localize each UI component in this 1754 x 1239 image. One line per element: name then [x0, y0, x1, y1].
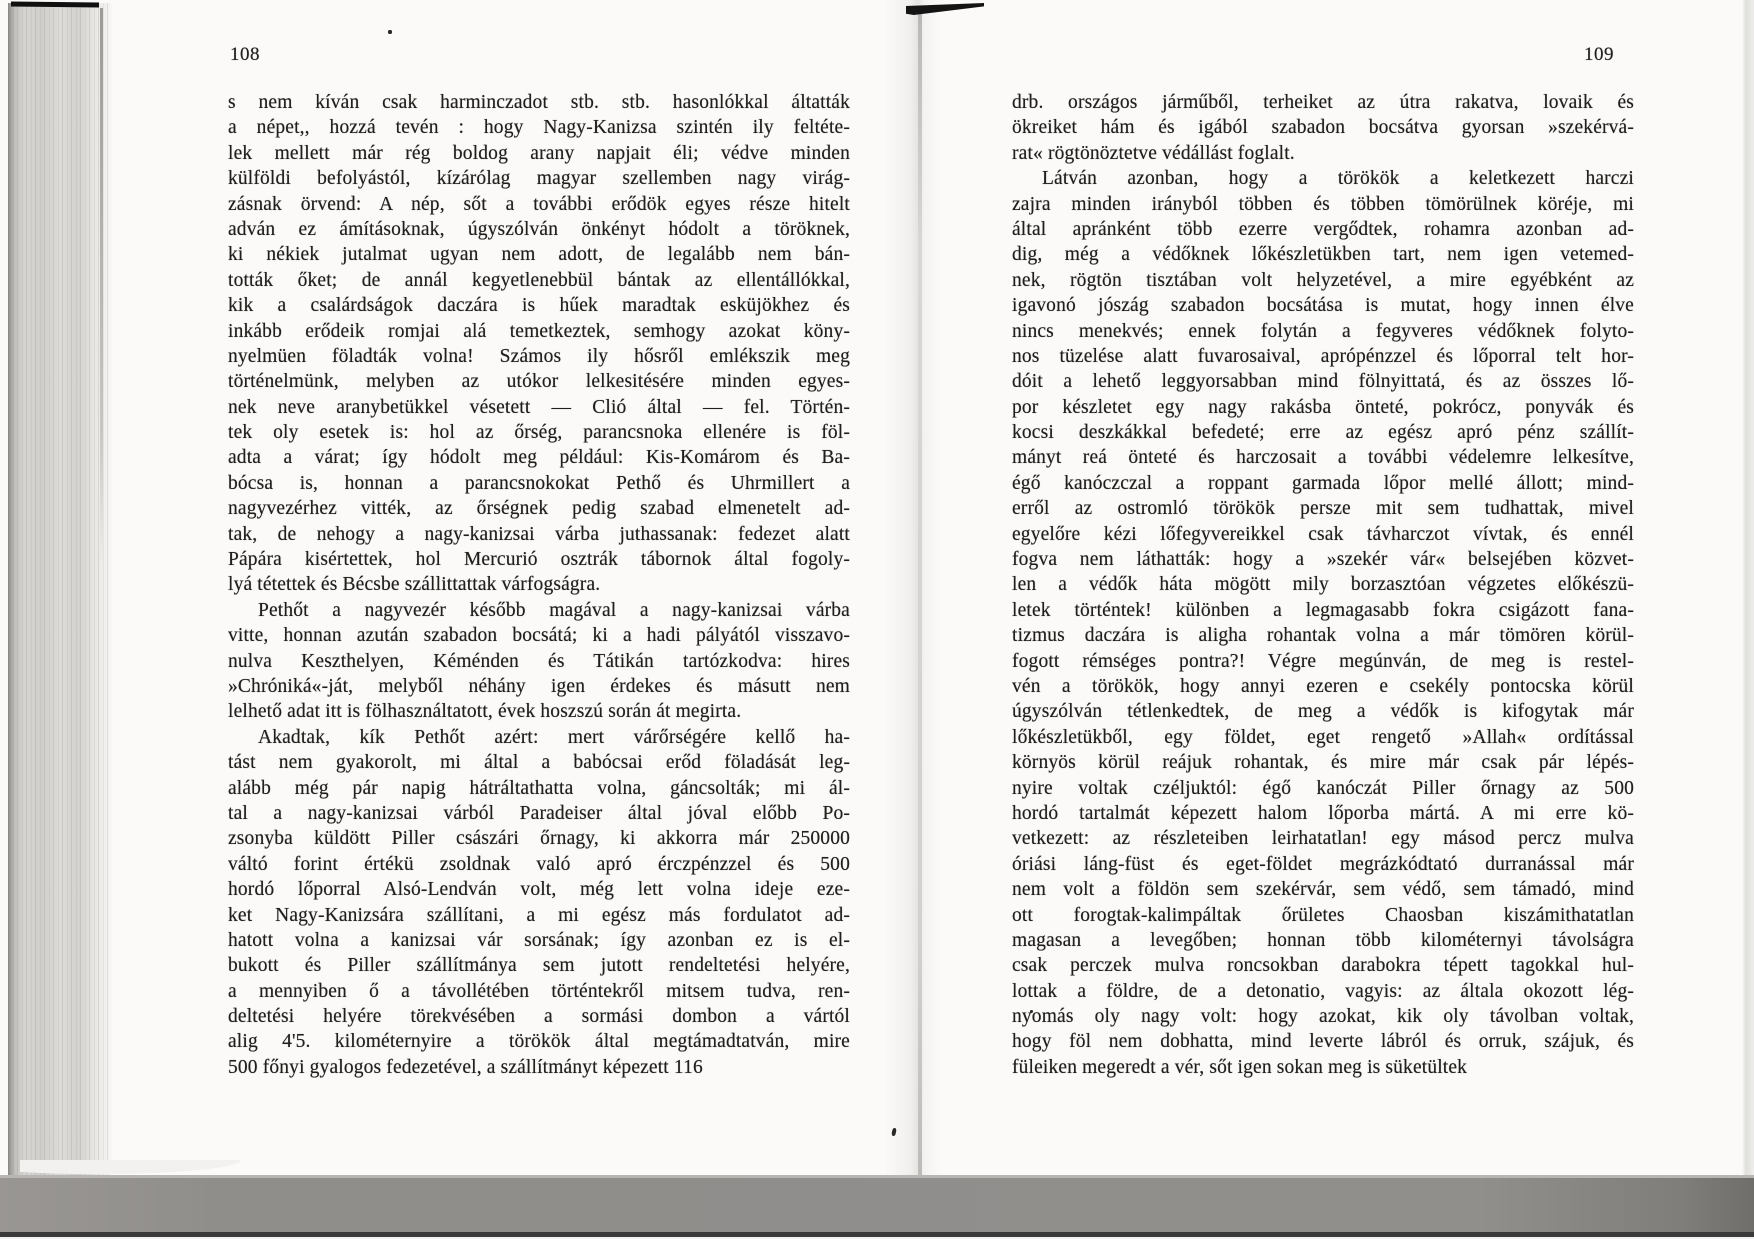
text-line: tizmus daczára is aligha rohantak volna a már tömören körül- [1012, 625, 1634, 647]
right-page-edge [1742, 0, 1754, 1176]
text-line: nek, rögtön tisztában volt helyzetével, a mire egyébként az [1012, 269, 1634, 291]
text-line: vetkezett: az részleteiben leirhatatlan! egy másod percz mulva [1012, 828, 1634, 850]
text-line: történelmünk, melyben az utókor lelkesitésére minden egyes- [228, 371, 850, 393]
text-line: nem volt a földön sem szekérvár, sem védő, sem támadó, mind [1012, 879, 1634, 901]
text-line: Pethőt a nagyvezér később magával a nagy-kanizsai várba [258, 599, 850, 621]
text-line: igavonó jószág szabadon bocsátása is mutat, hogy innen élve [1012, 295, 1634, 317]
text-line: zásnak örvend: A nép, sőt a további erődök egyes része hitelt [228, 193, 850, 215]
right-page-text [1012, 90, 1634, 1080]
text-line: dóit a lehető leggyorsabban mind fölnyittatá, és az összes lő- [1012, 371, 1634, 393]
text-line: bócsa is, honnan a parancsnokokat Pethő és Uhrmillert a [228, 472, 850, 494]
text-line: s nem kíván csak harminczadot stb. stb. hasonlókkal áltatták [228, 92, 850, 113]
text-line: magasan a levegőben; honnan több kilométernyi távolságra [1012, 929, 1634, 951]
text-line: egyelőre kézi lőfegyvereikkel csak távharczot vívtak, és ennél [1012, 523, 1634, 545]
text-line: nos tüzelése alatt fuvarosaival, aprópénzzel és lőporral telt hor- [1012, 345, 1634, 367]
text-line: kocsi deszkákkal befedeté; erre az egész apró pénz szállít- [1012, 422, 1634, 444]
text-line: óriási láng-füst és eget-földet megrázkódtató durranással már [1012, 853, 1634, 875]
text-line: csak perczek mulva roncsokban darabokra tépett tagokkal hul- [1012, 955, 1634, 977]
text-line: nyomás oly nagy volt: hogy azokat, kik oly távolban voltak, [1012, 1006, 1634, 1028]
text-line: Pápára kisértettek, hol Mercurió osztrák tábornok által fogoly- [228, 549, 850, 571]
text-line: zsonyba küldött Piller császári őrnagy, ki akkorra már 250000 [228, 828, 850, 850]
text-line: égő kanóczczal a roppant garmada lőpor mellé állott; mind- [1012, 472, 1634, 494]
text-line: nincs menekvés; ennek folytán a fegyveres védőknek folyto- [1012, 320, 1634, 342]
text-line: bukott és Piller szállítmánya sem jutott rendeltetési helyére, [228, 955, 850, 977]
text-line: mányt reá önteté és harczosait a további védelemre lelkesítve, [1012, 447, 1634, 469]
text-line: Akadtak, kík Pethőt azért: mert várőrségére kellő ha- [258, 726, 850, 748]
text-line: adta a várat; így hódolt meg például: Kis-Komárom és Ba- [228, 447, 850, 469]
text-line: ki nékiek jutalmat ugyan nem adott, de legalább nem bán- [228, 244, 850, 266]
text-line: nyelmüen föladták volna! Számos ily hősről emlékszik meg [228, 345, 850, 367]
text-line: kik a csalárdságok daczára is hűek maradtak esküjökhez és [228, 295, 850, 317]
text-line: dig, még a védőknek lőkészletükben tart, nem igen vetemed- [1012, 244, 1634, 266]
text-line: vitte, honnan azután szabadon bocsátá; ki a hadi pályától visszavo- [228, 625, 850, 647]
text-line: Látván azonban, hogy a törökök a keletkezett harczi [1042, 168, 1634, 190]
text-line: »Chróniká«-ját, melyből néhány igen érdekes és másutt nem [228, 675, 850, 697]
text-line: zajra minden irányból többen és többen tömörülnek köréje, mi [1012, 193, 1634, 215]
text-line: tást nem gyakorolt, mi által a babócsai erőd föladását leg- [228, 752, 850, 774]
left-page-edges [8, 3, 112, 1177]
text-line: nek neve aranybetükkel vésetett — Clió által — fel. Történ- [228, 396, 850, 418]
text-line: len a védők háta mögött mily borzasztóan végzetes előkészü- [1012, 574, 1634, 596]
text-line: váltó forint értékü zsoldnak való apró érczpénzzel és 500 [228, 853, 850, 875]
text-line: adván ez ámításoknak, úgyszólván önkényt hódolt a töröknek, [228, 218, 850, 240]
text-line: hatott volna a kanizsai vár sorsának; így azonban ez is el- [228, 929, 850, 951]
text-line: tal a nagy-kanizsai várból Paradeiser által jóval előbb Po- [228, 802, 850, 824]
text-line: ott forogtak-kalimpáltak őrületes Chaosban kiszámithatatlan [1012, 904, 1634, 926]
text-line: nulva Keszthelyen, Kéménden és Tátikán tartózkodva: hires [228, 650, 850, 672]
book-top-edge [11, 2, 99, 8]
text-line: lőkészletükből, egy földet, eget rengető »Allah« ordítással [1012, 726, 1634, 748]
text-line: fogva nem láthatták: hogy a »szekér vár« belsejében közvet- [1012, 549, 1634, 571]
text-line: környös körül reájuk rohantak, és mire már csak pár lépés- [1012, 752, 1634, 774]
text-line: lelhető adat itt is fölhasználtatott, évek hoszszú során át megirta. [228, 701, 742, 723]
left-page-edges-crease [100, 8, 103, 568]
text-line: hordó tartalmát képezett halom lőporba mártá. A mi erre kö- [1012, 802, 1634, 824]
text-line: 500 főnyi gyalogos fedezetével, a szállítmányt képezett 116 [228, 1056, 703, 1078]
left-page-text [228, 90, 850, 1080]
text-line: ket Nagy-Kanizsára szállítani, a mi egész más fordulatot ad- [228, 904, 850, 926]
text-line: nagyvezérhez vitték, az őrségnek pedig szabad elmenetelt ad- [228, 498, 850, 520]
text-line: por készletet egy nagy rakásba önteté, pokrócz, ponyvák és [1012, 396, 1634, 418]
text-line: füleiken megeredt a vér, sőt igen sokan meg is süketültek [1012, 1056, 1468, 1078]
text-line: letek történtek! különben a legmagasabb fokra csigázott fana- [1012, 599, 1634, 621]
scan-speck [388, 30, 392, 34]
text-line: alig 4'5. kilométernyire a törökök által megtámadtatván, mire [228, 1031, 850, 1053]
page-number-left: 108 [230, 44, 260, 65]
text-line: a népet,, hozzá tevén : hogy Nagy-Kanizsa szintén ily feltéte- [228, 117, 850, 139]
text-line: lottak a földre, de a detonatio, vagyis: az általa okozott lég- [1012, 980, 1634, 1002]
text-line: drb. országos járműből, terheiket az útra rakatva, lovaik és [1012, 92, 1634, 113]
page-number-right: 109 [1584, 44, 1614, 65]
text-line: rat« rögtönöztetve védállást foglalt. [1012, 142, 1295, 164]
text-line: úgyszólván tétlenkedtek, de meg a védők is kifogytak már [1012, 701, 1634, 723]
text-line: tek oly esetek is: hol az őrség, parancsnoka ellenére is föl- [228, 422, 850, 444]
text-line: a mennyiben ő a távollétében történtekről mitsem tudva, ren- [228, 980, 850, 1002]
text-line: alább még pár napig hátráltathatta volna, gáncsolták; mi ál- [228, 777, 850, 799]
text-line: deltetési helyére törekvésében a sormási dombon a vártól [228, 1006, 850, 1028]
text-line: által apránként több ezerre vergődtek, rohamra azonban ad- [1012, 218, 1634, 240]
text-line: lek mellett már rég boldog arany napjait éli; védve minden [228, 142, 850, 164]
bottom-book-edge-band [0, 1175, 1754, 1235]
text-line: hogy föl nem dobhatta, mind leverte lábról és orruk, szájuk, és [1012, 1031, 1634, 1053]
text-line: erről az ostromló törökök persze mit sem tudhattak, mivel [1012, 498, 1634, 520]
text-line: hordó lőporral Alsó-Lendván volt, még lett volna ideje eze- [228, 879, 850, 901]
text-line: inkább erődeik romjai alá temetkeztek, semhogy azokat köny- [228, 320, 850, 342]
gutter-crease [918, 14, 922, 1176]
text-line: lyá tétettek és Bécsbe szállittattak várfogságra. [228, 574, 601, 596]
text-line: külföldi befolyástól, kízárólag magyar szellemben nagy virág- [228, 168, 850, 190]
text-line: vén a törökök, hogy annyi ezeren e csekély pontocska körül [1012, 675, 1634, 697]
text-line: tak, de nehogy a nagy-kanizsai várba juthassanak: fedezet alatt [228, 523, 850, 545]
text-line: fogott rémséges pontra?! Végre megúnván, de meg is restel- [1012, 650, 1634, 672]
text-line: ökreiket hám és igából szabadon bocsátva gyorsan »szekérvá- [1012, 117, 1634, 139]
text-line: nyire voltak czéljuktól: égő kanóczát Piller őrnagy az 500 [1012, 777, 1634, 799]
text-line: tották őket; de annál kegyetlenebbül bántak az ellentállókkal, [228, 269, 850, 291]
